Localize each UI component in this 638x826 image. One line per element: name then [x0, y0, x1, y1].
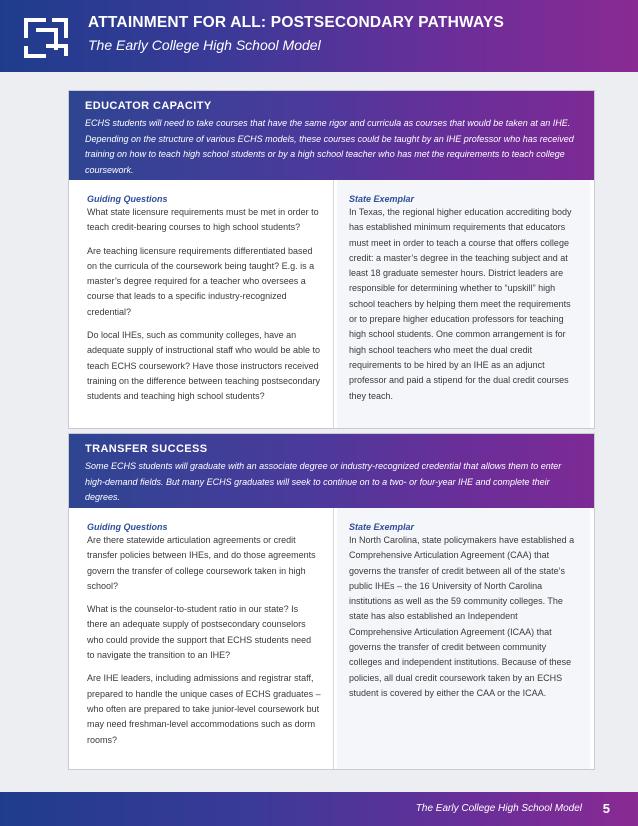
- guiding-questions-heading: Guiding Questions: [87, 522, 168, 532]
- section-title: EDUCATOR CAPACITY: [85, 100, 212, 112]
- guiding-question: What is the counselor-to-student ratio in our state? Is there an adequate supply of postsecondary counselors who could provide the support that ECHS students need to navigate the transition to an IHE?: [87, 604, 312, 661]
- section-header: [69, 434, 594, 508]
- page-subtitle: The Early College High School Model: [88, 37, 321, 53]
- guiding-question: Are IHE leaders, including admissions and registrar staff, prepared to handle the unique cases of ECHS graduates – who often are prepared to take junior-level coursework but may need freshman-level accommodations such as dorm rooms?: [87, 673, 321, 745]
- state-exemplar-text: In Texas, the regional higher education accrediting body has established minimum requirements that educators must meet in order to teach a course that offers college credit: a master’s degree in the teaching subject and at least 18 graduate semester hours. District leaders are responsible for determining whether to “upskill” high school teachers by helping them meet the requirements or to prepare higher education professors for teaching high school students. One common arrangement is for high school teachers who meet the dual credit requirements to be hired by an IHE as an adjunct professor and paid a stipend for the dual credit courses they teach.: [349, 207, 572, 401]
- state-exemplar-text: In North Carolina, state policymakers have established a Comprehensive Articulation Agreement (CAA) that governs the transfer of credit between all of the state’s public IHEs – the 16 University of North Carolina institutions as well as the 59 community colleges. The state has also established an Independent Comprehensive Articulation Agreement (ICAA) that governs the transfer of credit between community colleges and independent institutions. Because of these policies, all dual credit coursework taken by an ECHS student is covered by either the CAA or the ICAA.: [349, 535, 575, 698]
- page-number: 5: [602, 801, 610, 816]
- section-educator-capacity: [68, 90, 595, 429]
- guiding-questions-column: [75, 180, 331, 428]
- section-columns: [69, 180, 594, 428]
- state-exemplar-heading: State Exemplar: [349, 194, 415, 204]
- page-footer: [0, 792, 638, 826]
- section-description: ECHS students will need to take courses that have the same rigor and curricula as courses that would be taken at an IHE. Depending on the structure of various ECHS models, these courses could be taught by an IHE professor who has received training on how to teach high school students or by a high school teacher who has met the requirements to teach college coursework.: [85, 118, 574, 175]
- state-exemplar-heading: State Exemplar: [349, 522, 415, 532]
- column-divider: [333, 180, 334, 428]
- section-columns: [69, 508, 594, 769]
- guiding-question: What state licensure requirements must be met in order to teach credit-bearing courses to high school students?: [87, 207, 319, 233]
- column-divider: [333, 508, 334, 769]
- guiding-questions-column: [75, 508, 331, 769]
- guiding-question: Do local IHEs, such as community colleges, have an adequate supply of instructional staff who would be able to teach ECHS coursework? Have those instructors received training on the difference between teaching postsecondary students and teaching high school students?: [87, 330, 320, 402]
- page-header: [0, 0, 638, 72]
- state-exemplar-column: [337, 508, 590, 769]
- page-title: ATTAINMENT FOR ALL: POSTSECONDARY PATHWAYS: [88, 14, 504, 31]
- section-title: TRANSFER SUCCESS: [85, 443, 208, 455]
- section-header: [69, 91, 594, 180]
- state-exemplar-column: [337, 180, 590, 428]
- footer-title: The Early College High School Model: [415, 803, 582, 814]
- guiding-question: Are there statewide articulation agreements or credit transfer policies between IHEs, and do those agreements govern the transfer of college coursework taken in high school?: [87, 535, 316, 591]
- section-description: Some ECHS students will graduate with an associate degree or industry-recognized credential that allows them to enter high-demand fields. But many ECHS graduates will seek to continue on to a two- or four-year IHE and complete their degrees.: [85, 461, 562, 502]
- guiding-question: Are teaching licensure requirements differentiated based on the curricula of the coursework being taught? E.g. is a master’s degree required for a teacher who oversees a course that leads to a specific industry-recognized credential?: [87, 245, 315, 317]
- interlocking-squares-icon: [22, 16, 70, 60]
- guiding-questions-heading: Guiding Questions: [87, 194, 168, 204]
- section-transfer-success: [68, 433, 595, 770]
